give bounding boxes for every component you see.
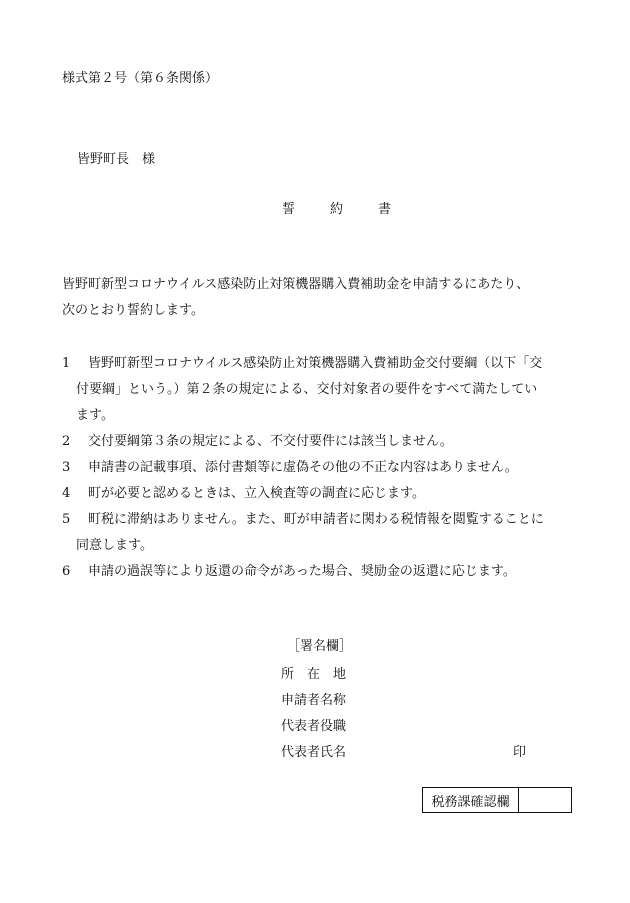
- item-text: 皆野町新型コロナウイルス感染防止対策機器購入費補助金交付要綱（以下「交: [88, 356, 543, 371]
- item-text: 町が必要と認めるときは、立入検査等の調査に応じます。: [88, 486, 425, 501]
- addressee: 皆野町長 様: [77, 152, 156, 167]
- item-text: 交付要綱第３条の規定による、不交付要件には該当しません。: [88, 434, 453, 449]
- item-number: 1: [62, 356, 71, 371]
- tax-confirmation-cell: [519, 788, 571, 812]
- pledge-item-4: [62, 482, 425, 501]
- document-title: 誓 約 書: [282, 202, 403, 217]
- applicant-name-label: 申請者名称: [281, 693, 347, 708]
- item-number: 2: [62, 434, 71, 449]
- item-text: 申請の過誤等により返還の命令があった場合、奨励金の返還に応じます。: [88, 564, 516, 579]
- pledge-item-5-cont: 同意します。: [76, 538, 153, 553]
- item-number: 5: [62, 512, 71, 527]
- address-label: 所 在 地: [281, 667, 347, 682]
- seal-mark: 印: [513, 745, 527, 760]
- representative-name-label: 代表者氏名: [281, 745, 347, 760]
- pledge-item-1: [62, 352, 542, 371]
- form-number: 様式第２号（第６条関係）: [62, 71, 219, 86]
- pledge-item-2: [62, 430, 453, 449]
- intro-line-1: 皆野町新型コロナウイルス感染防止対策機器購入費補助金を申請するにあたり、: [62, 277, 530, 292]
- item-text: 町税に滞納はありません。また、町が申請者に関わる税情報を閲覧することに: [88, 512, 544, 527]
- item-number: 6: [62, 564, 71, 579]
- item-number: 4: [62, 486, 71, 501]
- pledge-item-1-cont: ます。: [76, 408, 114, 423]
- signature-heading: ［署名欄］: [287, 639, 353, 654]
- pledge-item-6: [62, 560, 516, 579]
- intro-line-2: 次のとおり誓約します。: [62, 303, 204, 318]
- pledge-item-3: [62, 456, 518, 475]
- tax-confirmation-label: 税務課確認欄: [423, 788, 519, 812]
- representative-title-label: 代表者役職: [281, 719, 347, 734]
- item-text: 申請書の記載事項、添付書類等に虚偽その他の不正な内容はありません。: [88, 460, 518, 475]
- pledge-item-5: [62, 508, 544, 527]
- pledge-item-1-cont: 付要綱」という。）第２条の規定による、交付対象者の要件をすべて満たしてい: [76, 382, 538, 397]
- item-number: 3: [62, 460, 71, 475]
- tax-confirmation-box: [422, 787, 572, 813]
